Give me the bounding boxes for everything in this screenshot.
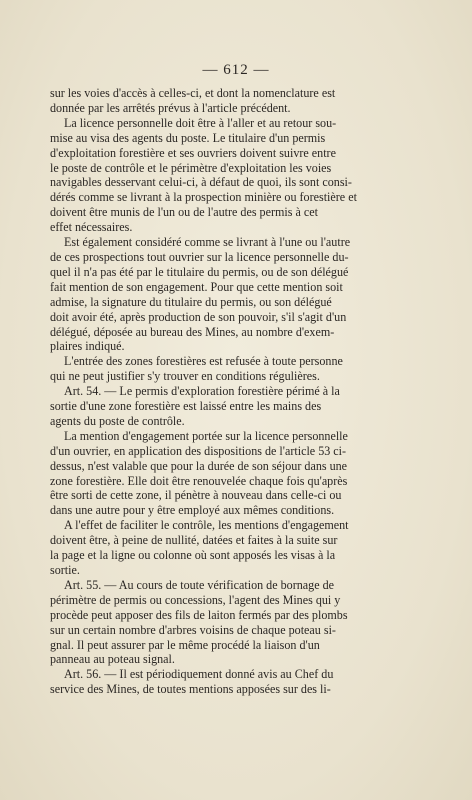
text-line: la page et la ligne ou colonne où sont apposés les visas à la [50, 548, 336, 563]
text-line: gnal. Il peut assurer par le même procédé la liaison d'un [50, 637, 320, 652]
text-line: Est également considéré comme se livrant à l'une ou l'autre [64, 235, 351, 250]
paragraph [50, 86, 402, 116]
text-line: L'entrée des zones forestières est refusée à toute personne [64, 354, 343, 369]
text-line: d'un ouvrier, en application des dispositions de l'article 53 ci- [50, 443, 347, 458]
text-line: Art. 54. — Le permis d'exploration forestière périmé à la [64, 384, 340, 399]
text-line: mise au visa des agents du poste. Le titulaire d'un permis [50, 130, 326, 145]
text-line: La mention d'engagement portée sur la licence personnelle [64, 428, 348, 443]
text-line: délégué, déposée au bureau des Mines, au nombre d'exem- [50, 324, 335, 339]
text-line: sur les voies d'accès à celles-ci, et dont la nomenclature est [50, 86, 336, 100]
paragraph [50, 116, 402, 235]
paragraph [50, 354, 402, 384]
paragraph [50, 384, 402, 429]
paragraph [50, 235, 402, 354]
text-line: doivent être, à peine de nullité, datées et faites à la suite sur [50, 533, 338, 548]
text-line: être sorti de cette zone, il pénètre à nouveau dans celle-ci ou [50, 488, 342, 503]
paragraph [50, 578, 402, 667]
text-line: dans une autre pour y être employé aux mêmes conditions. [50, 503, 335, 518]
text-line: agents du poste de contrôle. [50, 413, 185, 428]
text-line: quel il n'a pas été par le titulaire du permis, ou de son délégué [50, 264, 349, 279]
text-line: effet nécessaires. [50, 220, 133, 235]
text-line: donnée par les arrêtés prévus à l'article précédent. [50, 100, 291, 115]
text-line: service des Mines, de toutes mentions apposées sur des li- [50, 682, 331, 697]
text-line: doivent être munis de l'un ou de l'autre des permis à cet [50, 205, 318, 220]
text-line: sortie d'une zone forestière est laissé entre les mains des [50, 399, 322, 414]
text-line: navigables desservant celui-ci, à défaut de quoi, ils sont consi- [50, 175, 352, 190]
text-line: Art. 55. — Au cours de toute vérification de bornage de [64, 577, 335, 592]
text-line: procède peut apposer des fils de laiton fermés par des plombs [50, 607, 348, 622]
text-line: d'exploitation forestière et ses ouvriers doivent suivre entre [50, 145, 336, 160]
text-line: de ces prospections tout ouvrier sur la licence personnelle du- [50, 249, 349, 264]
text-line: La licence personnelle doit être à l'aller et au retour sou- [64, 115, 337, 130]
text-line: doit avoir été, après production de son pouvoir, s'il s'agit d'un [50, 309, 347, 324]
paragraph [50, 667, 402, 697]
text-line: admise, la signature du titulaire du permis, ou son délégué [50, 294, 332, 309]
text-line: sur un certain nombre d'arbres voisins de chaque poteau si- [50, 622, 336, 637]
paragraph [50, 429, 402, 518]
text-line: qui ne peut justifier s'y trouver en conditions régulières. [50, 369, 320, 384]
text-line: le poste de contrôle et le périmètre d'exploitation les voies [50, 160, 332, 175]
text-line: zone forestière. Elle doit être renouvelée chaque fois qu'après [50, 473, 348, 488]
text-line: dessus, n'est valable que pour la durée de son séjour dans une [50, 458, 348, 473]
text-line: plaires indiqué. [50, 339, 125, 354]
body-text [50, 86, 402, 697]
text-line: fait mention de son engagement. Pour que cette mention soit [50, 279, 343, 294]
paragraph [50, 518, 402, 578]
text-line: A l'effet de faciliter le contrôle, les mentions d'engagement [64, 518, 349, 533]
text-line: Art. 56. — Il est périodiquement donné avis au Chef du [64, 667, 334, 682]
page-number: — 612 — [202, 62, 270, 78]
text-line: dérés comme se livrant à la prospection minière ou forestière et [50, 190, 357, 205]
text-line: périmètre de permis ou concessions, l'agent des Mines qui y [50, 592, 341, 607]
text-line: sortie. [50, 563, 80, 577]
text-line: panneau au poteau signal. [50, 652, 175, 667]
